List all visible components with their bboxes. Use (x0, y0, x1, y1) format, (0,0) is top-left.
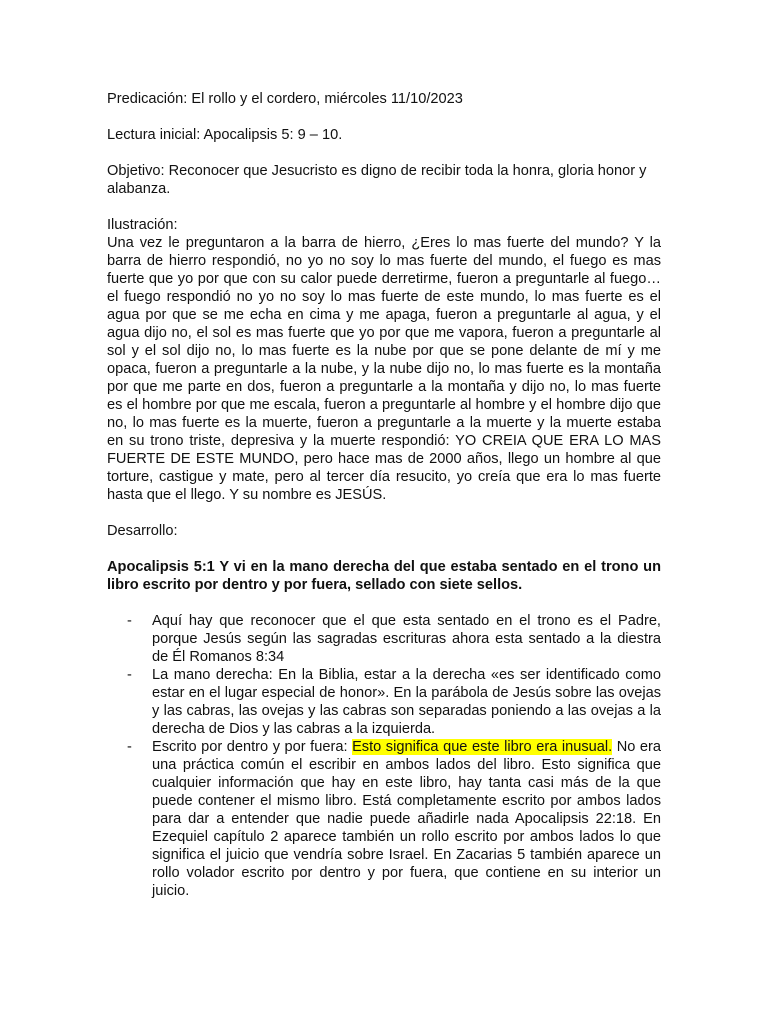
spacer (107, 594, 661, 612)
bullet-dash: - (127, 613, 132, 629)
spacer (107, 144, 661, 162)
list-item-suffix: No era una práctica común el escribir en ambos lados del libro. Esto significa que cualquier información que hay en este libro, hay tanta casi más de la que puede contener el mismo libro. Está completamente escrito por ambos lados para dar a entender que nadie puede añadirle nada Apocalipsis 22:18. En Ezequiel capítulo 2 aparece también un rollo escrito por ambos lados lo que significa el juicio que vendría sobre Israel. En Zacarias 5 también aparece un rollo volador escrito por dentro y por fuera, que contiene en su interior un juicio. (152, 739, 662, 899)
initial-reading: Lectura inicial: Apocalipsis 5: 9 – 10. (107, 127, 343, 143)
illustration-heading: Ilustración: (107, 217, 178, 233)
illustration-body: Una vez le preguntaron a la barra de hierro, ¿Eres lo mas fuerte del mundo? Y la barra de hierro respondió, no yo no soy lo mas fuerte del mundo, el fuego es mas fuerte que yo por que con su calor puede derretirme, fueron a preguntarle al fuego… el fuego respondió no yo no soy lo mas fuerte de este mundo, lo mas fuerte es el agua por que se me echa en cima y me apaga, fueron a preguntarle al agua, y el agua dijo no, el sol es mas fuerte que yo por que me vapora, fueron a preguntarle al sol y el sol dijo no, lo mas fuerte es la nube por que se pone delante de mí y me opaca, fueron a preguntarle a la nube, y la nube dijo no, lo mas fuerte es la montaña por que me parte en dos, fueron a preguntarle a la montaña y dijo no, lo mas fuerte es el hombre por que me escala, fueron a preguntarle al hombre y el hombre dijo que no, lo mas fuerte es la muerte, fueron a preguntarle a la muerte y la muerte estaba en su trono triste, depresiva y la muerte respondió: YO CREIA QUE ERA LO MAS FUERTE DE ESTE MUNDO, pero hace mas de 2000 años, llego un hombre al que torture, castigue y mate, pero al tercer día resucito, yo creía que era lo mas fuerte hasta que el llego. Y su nombre es JESÚS. (107, 235, 661, 503)
spacer (107, 198, 661, 216)
highlighted-text: Esto significa que este libro era inusual. (352, 739, 613, 755)
key-verse: Apocalipsis 5:1 Y vi en la mano derecha del que estaba sentado en el trono un libro escrito por dentro y por fuera, sellado con siete sellos. (107, 559, 661, 593)
spacer (107, 108, 661, 126)
list-item (107, 666, 661, 738)
development-heading: Desarrollo: (107, 523, 178, 539)
document-page (107, 90, 661, 900)
list-item-text: Aquí hay que reconocer que el que esta sentado en el trono es el Padre, porque Jesús según las sagradas escrituras ahora esta sentado a la diestra de Él Romanos 8:34 (152, 613, 661, 665)
list-item-prefix: Escrito por dentro y por fuera: (152, 739, 353, 755)
sermon-title: Predicación: El rollo y el cordero, miércoles 11/10/2023 (107, 91, 463, 107)
spacer (107, 540, 661, 558)
list-item (107, 612, 661, 666)
spacer (107, 504, 661, 522)
development-points (107, 612, 661, 900)
bullet-dash: - (127, 667, 132, 683)
list-item (107, 738, 661, 900)
list-item-text: La mano derecha: En la Biblia, estar a la derecha «es ser identificado como estar en el lugar especial de honor». En la parábola de Jesús sobre las ovejas y las cabras, las ovejas y las cabras son separadas poniendo a las ovejas a la derecha de Dios y las cabras a la izquierda. (152, 667, 661, 737)
objective: Objetivo: Reconocer que Jesucristo es digno de recibir toda la honra, gloria honor y alabanza. (107, 163, 647, 197)
bullet-dash: - (127, 739, 132, 755)
